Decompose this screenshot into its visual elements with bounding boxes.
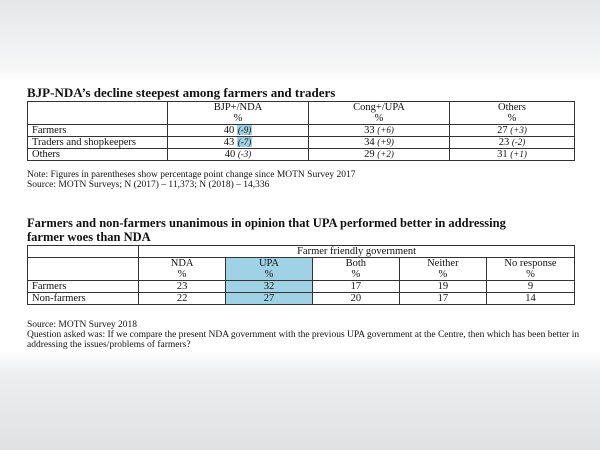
data-cell: 17 — [399, 293, 486, 305]
table1-header-cell — [450, 102, 575, 125]
data-cell: 27 — [226, 293, 313, 305]
cell-change: (-7) — [237, 137, 252, 147]
table2-title-line1: Farmers and non-farmers unanimous in opinion that UPA performed better in addressing — [27, 216, 506, 230]
data-cell — [450, 149, 575, 161]
cell-value: 33 — [364, 125, 375, 136]
table2-header-cell — [399, 258, 486, 281]
data-cell: 32 — [226, 281, 313, 293]
table1-header-row — [28, 102, 575, 125]
cell-change: (+1) — [510, 149, 527, 159]
table-row — [28, 149, 575, 161]
cell-value: 40 — [223, 125, 235, 136]
data-cell — [450, 137, 575, 149]
data-cell: 14 — [486, 293, 574, 305]
header-unit: % — [507, 113, 517, 124]
data-cell — [168, 125, 309, 137]
cell-value: 31 — [497, 149, 508, 160]
table1-corner-cell — [28, 102, 168, 125]
cell-value: 23 — [498, 137, 510, 148]
data-cell — [309, 149, 450, 161]
header-label: Neither — [427, 258, 459, 269]
cell-value: 43 — [223, 137, 235, 148]
header-unit: % — [177, 269, 187, 280]
table1-source: Source: MOTN Surveys; N (2017) – 11,373; N (2018) – 14,336 — [27, 180, 270, 190]
header-unit: % — [351, 269, 361, 280]
table2-header-row — [28, 258, 575, 281]
data-cell: 17 — [312, 281, 399, 293]
header-label: Cong+/UPA — [353, 102, 405, 113]
table-row — [28, 293, 575, 305]
table-row — [28, 125, 575, 137]
header-label: Both — [345, 258, 367, 269]
table2-title-line2: farmer woes than NDA — [27, 230, 151, 244]
header-unit: % — [374, 113, 384, 124]
header-label: UPA — [258, 258, 280, 269]
table1-note: Note: Figures in parentheses show percentage point change since MOTN Survey 2017 — [27, 170, 356, 180]
data-cell: 19 — [399, 281, 486, 293]
cell-change: (+9) — [377, 137, 394, 147]
table1-title: BJP-NDA’s decline steepest among farmers and traders — [27, 85, 336, 100]
table2 — [27, 245, 575, 305]
header-label: NDA — [170, 258, 194, 269]
row-label: Farmers — [28, 125, 168, 137]
data-cell — [309, 125, 450, 137]
row-label: Traders and shopkeepers — [28, 137, 168, 149]
cell-change: (+6) — [377, 125, 394, 135]
table-row — [28, 137, 575, 149]
table2-question: Question asked was: If we compare the present NDA government with the previous UPA government at the Centre, then which has been better in addressing the issues/problems of farmers? — [27, 330, 580, 350]
data-cell — [309, 137, 450, 149]
row-label: Others — [28, 149, 168, 161]
data-cell — [168, 137, 309, 149]
data-cell: 23 — [139, 281, 226, 293]
header-label: No response — [504, 258, 557, 269]
header-label: Others — [498, 102, 526, 113]
data-cell: 20 — [312, 293, 399, 305]
table-row — [28, 281, 575, 293]
header-label: BJP+/NDA — [213, 102, 263, 113]
table2-header-cell — [312, 258, 399, 281]
cell-change: (+2) — [377, 149, 394, 159]
data-cell: 22 — [139, 293, 226, 305]
table2-group-row — [28, 246, 575, 258]
cell-change: (-9) — [237, 125, 252, 135]
table2-corner-cell — [28, 246, 139, 258]
cell-change: (+3) — [510, 125, 527, 135]
data-cell — [450, 125, 575, 137]
table2-title — [27, 216, 506, 244]
header-unit: % — [264, 269, 274, 280]
header-unit: % — [438, 269, 448, 280]
cell-change: (-2) — [511, 137, 526, 147]
header-unit: % — [233, 113, 243, 124]
cell-value: 29 — [364, 149, 375, 160]
table2-header-cell — [486, 258, 574, 281]
table1-header-cell — [168, 102, 309, 125]
row-label: Non-farmers — [28, 293, 139, 305]
cell-value: 27 — [497, 125, 508, 136]
cell-value: 40 — [224, 149, 236, 160]
data-cell: 9 — [486, 281, 574, 293]
cell-value: 34 — [364, 137, 375, 148]
table2-group-header: Farmer friendly government — [139, 246, 575, 258]
table2-source: Source: MOTN Survey 2018 — [27, 320, 138, 330]
table2-corner-cell — [28, 258, 139, 281]
table1 — [27, 101, 575, 161]
row-label: Farmers — [28, 281, 139, 293]
table2-header-cell — [226, 258, 313, 281]
header-unit: % — [526, 269, 535, 280]
table2-header-cell — [139, 258, 226, 281]
data-cell — [168, 149, 309, 161]
cell-change: (-3) — [237, 149, 252, 159]
table1-header-cell — [309, 102, 450, 125]
